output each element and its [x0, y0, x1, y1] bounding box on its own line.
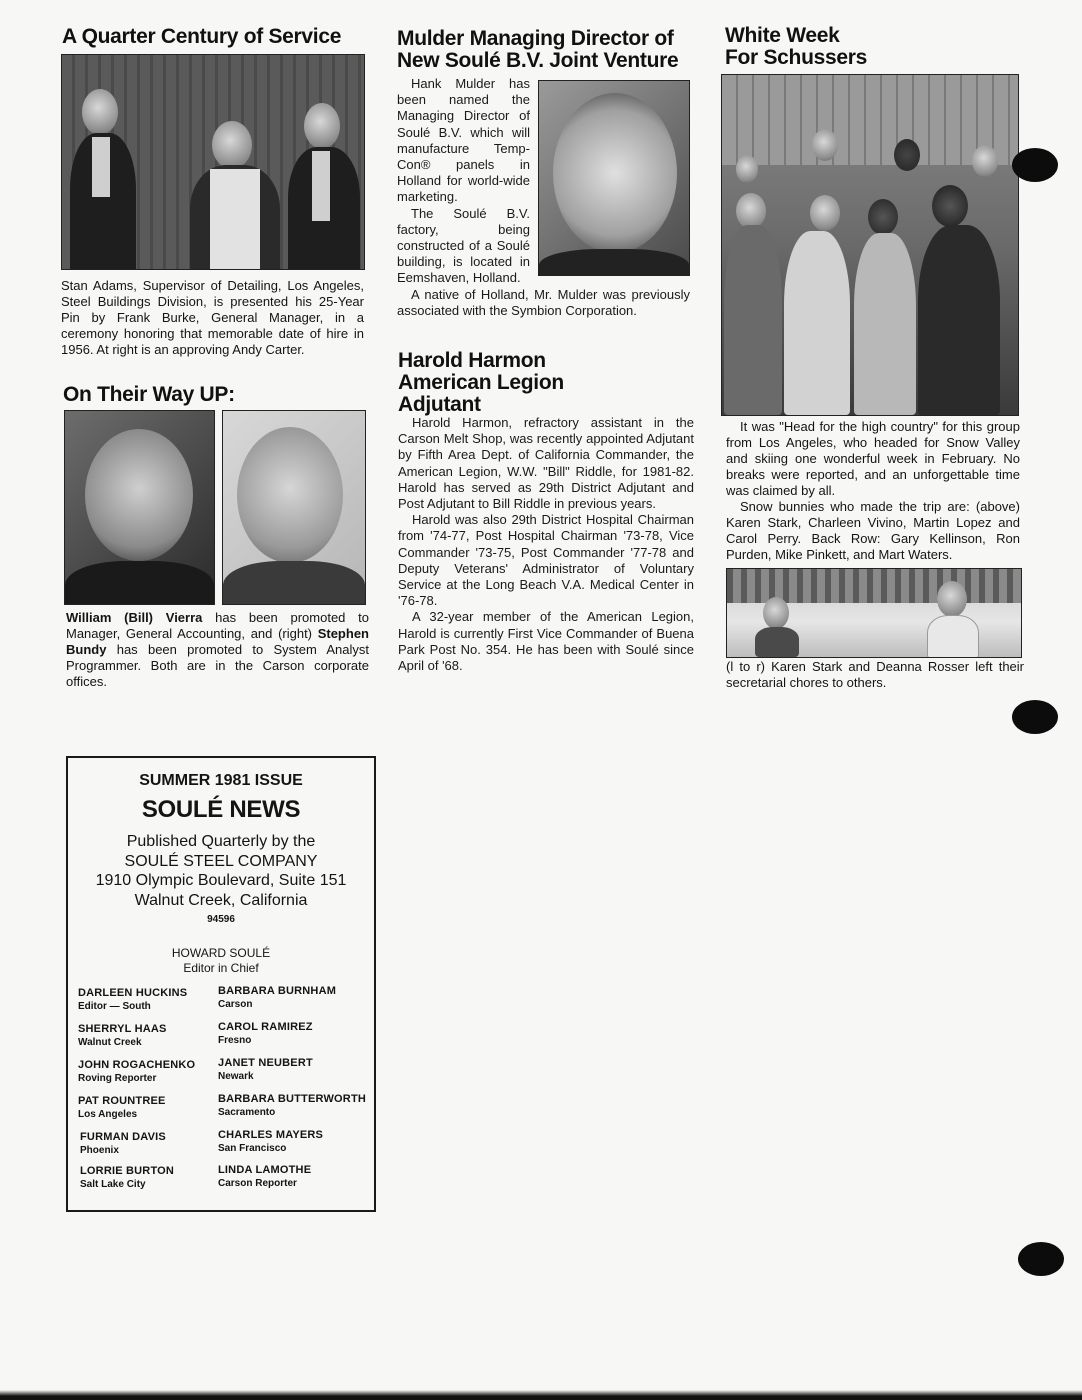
caption-pin-ceremony: Stan Adams, Supervisor of Detailing, Los Angeles, Steel Buildings Division, is presented his 25-Year Pin by Frank Burke, General Manager, in a ceremony honoring that memorable date of hire in 1956. At right is an approving Andy Carter.	[61, 278, 364, 357]
harmon-paragraph-1: Harold Harmon, refractory assistant in the Carson Melt Shop, was recently appointed Adjutant by Fifth Area Dept. of California Commander, the American Legion, W.W. "Bill" Riddle, for 1981-82. Harold has served as 29th District Adjutant and Post Adjutant to Bill Riddle in previous years.	[398, 415, 694, 512]
name-stephen-bundy: Stephen Bundy	[66, 626, 369, 657]
page-bottom-edge	[0, 1390, 1082, 1400]
photo-bill-vierra	[64, 410, 215, 605]
ski-paragraph-2: Snow bunnies who made the trip are: (above) Karen Stark, Charleen Vivino, Martin Lopez and Carol Perry. Back Row: Gary Kellinson, Ron Purden, Mike Pinkett, and Mart Waters.	[726, 499, 1020, 562]
headline-harmon-line1: Harold Harmon	[398, 349, 546, 372]
mulder-article-p3	[397, 287, 690, 319]
caption-promotions-text2: has been promoted to System Analyst Programmer. Both are in the Carson corporate offices.	[66, 642, 369, 689]
harmon-paragraph-2: Harold was also 29th District Hospital Chairman from '74-77, Post Hospital Chairman '73-78, Vice Commander '73-75, Post Commander '77-78 and Deputy Veterans' Administrator of Voluntary Service at the Long Beach V.A. Medical Center in '76-78.	[398, 512, 694, 609]
staff-entry: FURMAN DAVIS Phoenix	[80, 1131, 166, 1156]
binder-hole-top	[1012, 148, 1058, 182]
masthead-line4: Walnut Creek, California	[134, 891, 308, 909]
staff-entry: LINDA LAMOTHE Carson Reporter	[218, 1164, 312, 1189]
photo-ski-group	[721, 74, 1019, 416]
mulder-paragraph-2: The Soulé B.V. factory, being constructed of a Soulé building, is located in Eemshaven, Holland.	[397, 205, 530, 286]
staff-entry: SHERRYL HAAS Walnut Creek	[78, 1023, 167, 1048]
harmon-article	[398, 415, 694, 674]
staff-entry: CAROL RAMIREZ Fresno	[218, 1021, 313, 1046]
headline-mulder-line1: Mulder Managing Director of	[397, 27, 674, 50]
headline-mulder-line2: New Soulé B.V. Joint Venture	[397, 49, 679, 72]
mulder-paragraph-1: Hank Mulder has been named the Managing Director of Soulé B.V. which will manufacture Temp-Con® panels in Holland for world-wide marketing.	[397, 76, 530, 205]
headline-white-week	[725, 25, 867, 69]
photo-ski-slope	[726, 568, 1022, 658]
staff-entry: JOHN ROGACHENKO Roving Reporter	[78, 1059, 196, 1084]
photo-pin-ceremony	[61, 54, 365, 270]
caption-promotions	[66, 610, 369, 690]
headline-harmon-line2: American Legion	[398, 371, 564, 394]
headline-harmon-line3: Adjutant	[398, 393, 481, 416]
staff-entry: DARLEEN HUCKINS Editor — South	[78, 987, 188, 1012]
binder-hole-middle	[1012, 700, 1058, 734]
masthead-line2: SOULÉ STEEL COMPANY	[124, 852, 318, 870]
masthead-issue: SUMMER 1981 ISSUE	[139, 772, 303, 789]
staff-entry: BARBARA BUTTERWORTH Sacramento	[218, 1093, 367, 1118]
headline-quarter-century: A Quarter Century of Service	[62, 25, 342, 48]
headline-white-week-line1: White Week	[725, 24, 840, 47]
masthead-title: SOULÉ NEWS	[141, 796, 301, 823]
headline-on-their-way-up: On Their Way UP:	[63, 383, 235, 406]
binder-hole-bottom	[1018, 1242, 1064, 1276]
staff-entry: LORRIE BURTON Salt Lake City	[80, 1165, 175, 1190]
photo-stephen-bundy	[222, 410, 366, 605]
photo-hank-mulder	[538, 80, 690, 276]
headline-white-week-line2: For Schussers	[725, 46, 867, 69]
caption-promotions-text1: has been promoted to Manager, General Accounting, and (right)	[66, 610, 370, 641]
masthead-zip: 94596	[207, 914, 235, 925]
masthead-line3: 1910 Olympic Boulevard, Suite 151	[95, 872, 347, 889]
masthead-publisher	[68, 832, 374, 910]
ski-article	[726, 419, 1020, 563]
ski-paragraph-1: It was "Head for the high country" for this group from Los Angeles, who headed for Snow Valley and skiing one wonderful week in February. No breaks were reported, and an unforgettable time was claimed by all.	[726, 419, 1020, 498]
editor-name: HOWARD SOULÉ	[171, 946, 271, 960]
mulder-article-p1	[397, 76, 530, 287]
headline-harold-harmon	[398, 350, 564, 416]
staff-entry: JANET NEUBERT Newark	[218, 1057, 313, 1082]
mulder-paragraph-3: A native of Holland, Mr. Mulder was previously associated with the Symbion Corporation.	[397, 287, 690, 319]
name-bill-vierra: William (Bill) Vierra	[66, 610, 203, 625]
editor-role: Editor in Chief	[183, 961, 259, 975]
masthead-line1: Published Quarterly by the	[126, 833, 316, 850]
staff-entry: BARBARA BURNHAM Carson	[218, 985, 337, 1010]
headline-mulder	[397, 28, 678, 72]
caption-ski-slope: (l to r) Karen Stark and Deanna Rosser left their secretarial chores to others.	[726, 659, 1024, 690]
staff-entry: PAT ROUNTREE Los Angeles	[78, 1095, 166, 1120]
masthead-box	[66, 756, 376, 1212]
staff-entry: CHARLES MAYERS San Francisco	[218, 1129, 324, 1154]
masthead-editor	[68, 946, 374, 976]
harmon-paragraph-3: A 32-year member of the American Legion, Harold is currently First Vice Commander of Buena Park Post No. 354. He has been with Soulé since April of '68.	[398, 609, 694, 674]
